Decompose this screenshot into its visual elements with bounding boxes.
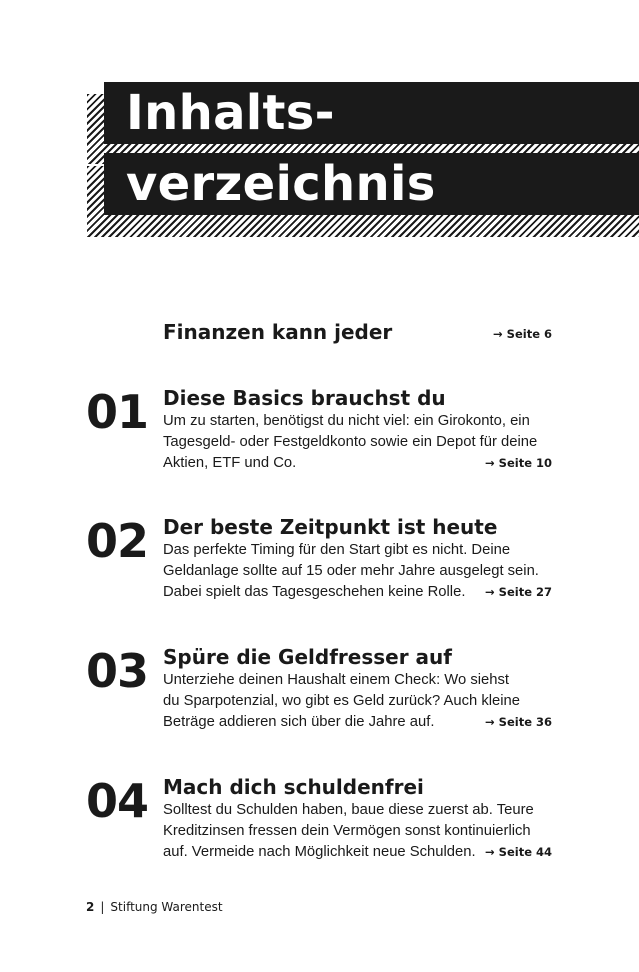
chapter-description-line: Unterziehe deinen Haushalt einem Check: Wo siehst — [163, 672, 509, 688]
chapter-description-line: auf. Vermeide nach Möglichkeit neue Schulden. — [163, 844, 476, 860]
chapter-body — [163, 644, 556, 733]
page-title-line-2 — [104, 153, 639, 215]
chapter-description — [163, 411, 556, 474]
chapter-description — [163, 670, 556, 733]
chapter-description-line: Dabei spielt das Tagesgeschehen keine Rolle. — [163, 584, 466, 600]
chapter-description-line: Geldanlage sollte auf 15 oder mehr Jahre ausgelegt sein. — [163, 563, 539, 579]
chapter-title: Diese Basics brauchst du — [163, 386, 446, 410]
chapter-title: Spüre die Geldfresser auf — [163, 645, 452, 669]
chapter-page-ref[interactable]: → Seite 44 — [485, 845, 552, 859]
chapter-page-ref[interactable]: → Seite 10 — [485, 456, 552, 470]
chapter-description-line: Solltest du Schulden haben, baue diese zuerst ab. Teure — [163, 802, 534, 818]
chapter-number: 01 — [86, 385, 149, 439]
chapter-title: Mach dich schuldenfrei — [163, 775, 424, 799]
page-title-line-2-text: verzeichnis — [126, 156, 436, 212]
footer-separator: | — [100, 900, 105, 914]
chapter-number: 04 — [86, 774, 149, 828]
chapter-number: 03 — [86, 644, 149, 698]
chapter-description-line: Aktien, ETF und Co. — [163, 455, 297, 471]
toc-entry-intro[interactable] — [163, 318, 552, 348]
page-title-line-1 — [104, 82, 639, 144]
chapter-body — [163, 385, 556, 474]
chapter-description-line: Beträge addieren sich über die Jahre auf. — [163, 714, 435, 730]
page-title-line-1-text: Inhalts- — [126, 85, 335, 141]
chapter-description-line: Um zu starten, benötigst du nicht viel: ein Girokonto, ein — [163, 413, 530, 429]
toc-entry-intro-page-ref[interactable]: → Seite 6 — [493, 327, 552, 341]
chapter-description-last-line — [163, 842, 552, 863]
chapter-description-line: Tagesgeld- oder Festgeldkonto sowie ein Depot für deine — [163, 434, 538, 450]
footer-page-number: 2 — [86, 900, 95, 914]
footer-publisher: Stiftung Warentest — [110, 900, 223, 914]
chapter-description-line: Kreditzinsen fressen dein Vermögen sonst kontinuierlich — [163, 823, 531, 839]
chapter-description-last-line — [163, 582, 552, 603]
chapter-description-last-line — [163, 453, 552, 474]
chapter-page-ref[interactable]: → Seite 27 — [485, 585, 552, 599]
chapter-description-line: Das perfekte Timing für den Start gibt es nicht. Deine — [163, 542, 511, 558]
chapter-description — [163, 800, 556, 863]
chapter-number: 02 — [86, 514, 149, 568]
toc-entry-intro-title: Finanzen kann jeder — [163, 320, 393, 344]
chapter-description-line: du Sparpotenzial, wo gibt es Geld zurück? Auch kleine — [163, 693, 520, 709]
chapter-description-last-line — [163, 712, 552, 733]
chapter-body — [163, 774, 556, 863]
page-footer — [86, 899, 223, 915]
chapter-page-ref[interactable]: → Seite 36 — [485, 715, 552, 729]
chapter-description — [163, 540, 556, 603]
chapter-title: Der beste Zeitpunkt ist heute — [163, 515, 498, 539]
chapter-body — [163, 514, 556, 603]
